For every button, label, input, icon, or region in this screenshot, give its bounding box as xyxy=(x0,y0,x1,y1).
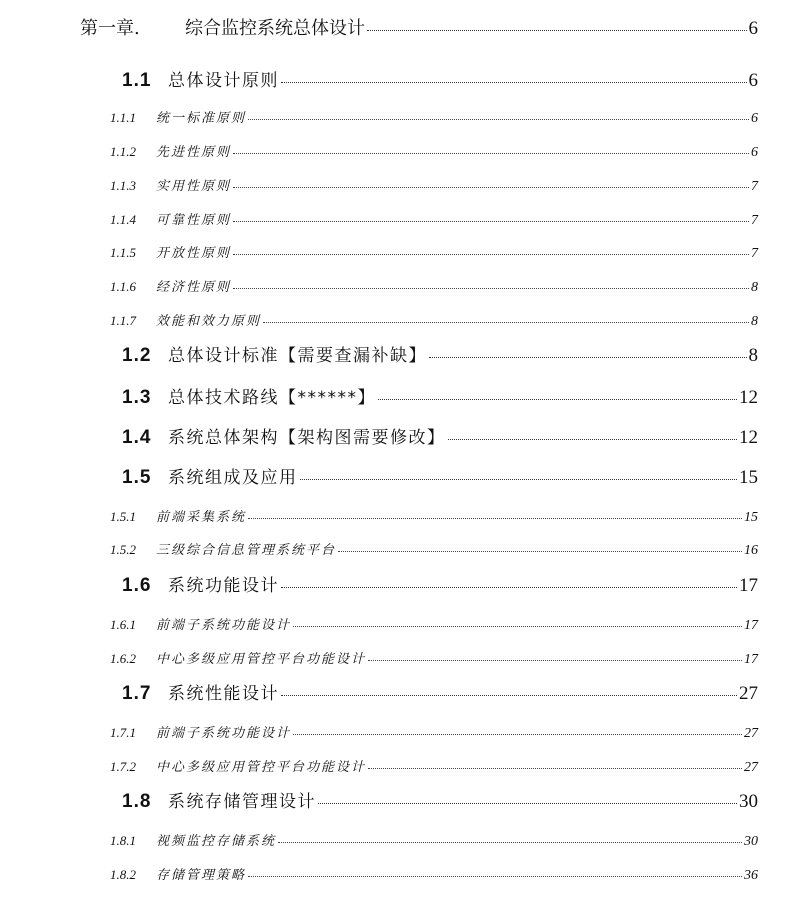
toc-entry-page: 6 xyxy=(751,145,758,160)
toc-entry-page: 30 xyxy=(744,834,758,849)
toc-entry-subsection[interactable] xyxy=(0,722,800,744)
toc-entry-number: 第一章. xyxy=(80,18,140,39)
toc-entry-subsection[interactable] xyxy=(0,276,800,298)
toc-entry-title: 先进性原则 xyxy=(156,145,232,160)
toc-dot-leader xyxy=(281,82,747,83)
toc-entry-number: 1.1.1 xyxy=(110,110,136,125)
toc-entry-title: 系统存储管理设计 xyxy=(168,792,316,812)
toc-entry-subsection[interactable] xyxy=(0,506,800,528)
toc-entry-page: 8 xyxy=(748,345,758,366)
toc-dot-leader xyxy=(300,479,738,480)
toc-entry-section[interactable] xyxy=(0,424,800,452)
toc-dot-leader xyxy=(318,803,737,804)
toc-entry-section[interactable] xyxy=(0,384,800,412)
toc-entry-title: 综合监控系统总体设计 xyxy=(185,18,365,39)
toc-entry-subsection[interactable] xyxy=(0,209,800,231)
toc-entry-number: 1.8 xyxy=(122,791,152,812)
toc-entry-page: 17 xyxy=(744,652,758,667)
toc-entry-number: 1.7.1 xyxy=(110,725,136,740)
toc-entry-subsection[interactable] xyxy=(0,107,800,129)
toc-dot-leader xyxy=(248,518,742,519)
toc-entry-title: 统一标准原则 xyxy=(156,111,247,126)
toc-dot-leader xyxy=(368,660,742,661)
toc-entry-number: 1.7 xyxy=(122,683,152,704)
toc-entry-page: 7 xyxy=(751,246,758,261)
toc-entry-section[interactable] xyxy=(0,464,800,492)
toc-entry-title: 中心多级应用管控平台功能设计 xyxy=(156,760,367,775)
toc-entry-page: 6 xyxy=(751,111,758,126)
toc-entry-subsection[interactable] xyxy=(0,648,800,670)
toc-entry-title: 可靠性原则 xyxy=(156,213,232,228)
toc-entry-number: 1.5 xyxy=(122,467,152,488)
toc-dot-leader xyxy=(293,626,742,627)
toc-entry-page: 36 xyxy=(744,868,758,883)
toc-entry-page: 27 xyxy=(744,726,758,741)
toc-entry-page: 8 xyxy=(751,280,758,295)
toc-entry-number: 1.1 xyxy=(122,70,152,91)
toc-entry-number: 1.5.2 xyxy=(110,542,136,557)
toc-entry-title: 视频监控存储系统 xyxy=(156,834,277,849)
toc-dot-leader xyxy=(248,876,742,877)
toc-entry-page: 6 xyxy=(748,18,758,39)
toc-dot-leader xyxy=(278,842,742,843)
toc-entry-number: 1.8.2 xyxy=(110,867,136,882)
toc-entry-subsection[interactable] xyxy=(0,310,800,332)
toc-entry-page: 12 xyxy=(739,387,758,408)
toc-entry-page: 7 xyxy=(751,179,758,194)
toc-entry-section[interactable] xyxy=(0,342,800,370)
toc-entry-page: 30 xyxy=(739,791,758,812)
toc-entry-chapter[interactable] xyxy=(0,16,800,42)
toc-entry-subsection[interactable] xyxy=(0,141,800,163)
toc-entry-title: 实用性原则 xyxy=(156,179,232,194)
toc-entry-page: 15 xyxy=(744,510,758,525)
toc-dot-leader xyxy=(338,551,742,552)
toc-dot-leader xyxy=(293,734,742,735)
toc-entry-number: 1.4 xyxy=(122,427,152,448)
toc-entry-title: 总体技术路线【******】 xyxy=(168,388,376,408)
toc-dot-leader xyxy=(233,221,749,222)
toc-dot-leader xyxy=(448,439,738,440)
toc-entry-subsection[interactable] xyxy=(0,864,800,886)
toc-entry-number: 1.1.5 xyxy=(110,245,136,260)
toc-entry-title: 系统组成及应用 xyxy=(168,468,298,488)
toc-dot-leader xyxy=(263,322,749,323)
toc-entry-title: 三级综合信息管理系统平台 xyxy=(156,543,337,558)
toc-entry-page: 16 xyxy=(744,543,758,558)
toc-entry-page: 7 xyxy=(751,213,758,228)
toc-entry-title: 前端子系统功能设计 xyxy=(156,618,292,633)
toc-entry-section[interactable] xyxy=(0,572,800,600)
toc-entry-page: 17 xyxy=(739,575,758,596)
toc-entry-title: 总体设计标准【需要查漏补缺】 xyxy=(168,346,427,366)
toc-entry-number: 1.5.1 xyxy=(110,509,136,524)
toc-entry-number: 1.1.6 xyxy=(110,279,136,294)
toc-entry-subsection[interactable] xyxy=(0,175,800,197)
toc-dot-leader xyxy=(368,768,742,769)
toc-entry-title: 总体设计原则 xyxy=(168,71,279,91)
toc-entry-number: 1.1.2 xyxy=(110,144,136,159)
toc-entry-section[interactable] xyxy=(0,67,800,95)
toc-entry-subsection[interactable] xyxy=(0,539,800,561)
toc-dot-leader xyxy=(233,254,749,255)
toc-entry-number: 1.2 xyxy=(122,345,152,366)
toc-entry-title: 存储管理策略 xyxy=(156,868,247,883)
toc-dot-leader xyxy=(429,357,747,358)
toc-entry-section[interactable] xyxy=(0,788,800,816)
toc-dot-leader xyxy=(233,288,749,289)
toc-entry-number: 1.1.7 xyxy=(110,313,136,328)
toc-entry-number: 1.6 xyxy=(122,575,152,596)
toc-entry-title: 经济性原则 xyxy=(156,280,232,295)
toc-dot-leader xyxy=(281,695,737,696)
toc-entry-subsection[interactable] xyxy=(0,614,800,636)
toc-entry-title: 中心多级应用管控平台功能设计 xyxy=(156,652,367,667)
toc-entry-page: 27 xyxy=(739,683,758,704)
toc-entry-title: 系统总体架构【架构图需要修改】 xyxy=(168,428,446,448)
toc-entry-title: 效能和效力原则 xyxy=(156,314,262,329)
toc-entry-subsection[interactable] xyxy=(0,756,800,778)
toc-entry-page: 8 xyxy=(751,314,758,329)
toc-entry-number: 1.6.1 xyxy=(110,617,136,632)
toc-entry-number: 1.8.1 xyxy=(110,833,136,848)
toc-entry-number: 1.6.2 xyxy=(110,651,136,666)
toc-entry-number: 1.1.4 xyxy=(110,212,136,227)
toc-entry-number: 1.3 xyxy=(122,387,152,408)
toc-entry-number: 1.1.3 xyxy=(110,178,136,193)
toc-entry-number: 1.7.2 xyxy=(110,759,136,774)
toc-dot-leader xyxy=(233,187,749,188)
toc-dot-leader xyxy=(248,119,749,120)
toc-entry-page: 6 xyxy=(748,70,758,91)
toc-dot-leader xyxy=(281,587,737,588)
toc-entry-title: 系统功能设计 xyxy=(168,576,279,596)
toc-entry-page: 17 xyxy=(744,618,758,633)
toc-dot-leader xyxy=(378,399,737,400)
toc-entry-title: 前端子系统功能设计 xyxy=(156,726,292,741)
toc-entry-subsection[interactable] xyxy=(0,242,800,264)
toc-entry-page: 15 xyxy=(739,467,758,488)
toc-entry-title: 开放性原则 xyxy=(156,246,232,261)
toc-dot-leader xyxy=(367,30,747,31)
toc-entry-title: 系统性能设计 xyxy=(168,684,279,704)
toc-entry-page: 12 xyxy=(739,427,758,448)
toc-entry-section[interactable] xyxy=(0,680,800,708)
toc-dot-leader xyxy=(233,153,749,154)
toc-entry-title: 前端采集系统 xyxy=(156,510,247,525)
toc-entry-subsection[interactable] xyxy=(0,830,800,852)
toc-entry-page: 27 xyxy=(744,760,758,775)
